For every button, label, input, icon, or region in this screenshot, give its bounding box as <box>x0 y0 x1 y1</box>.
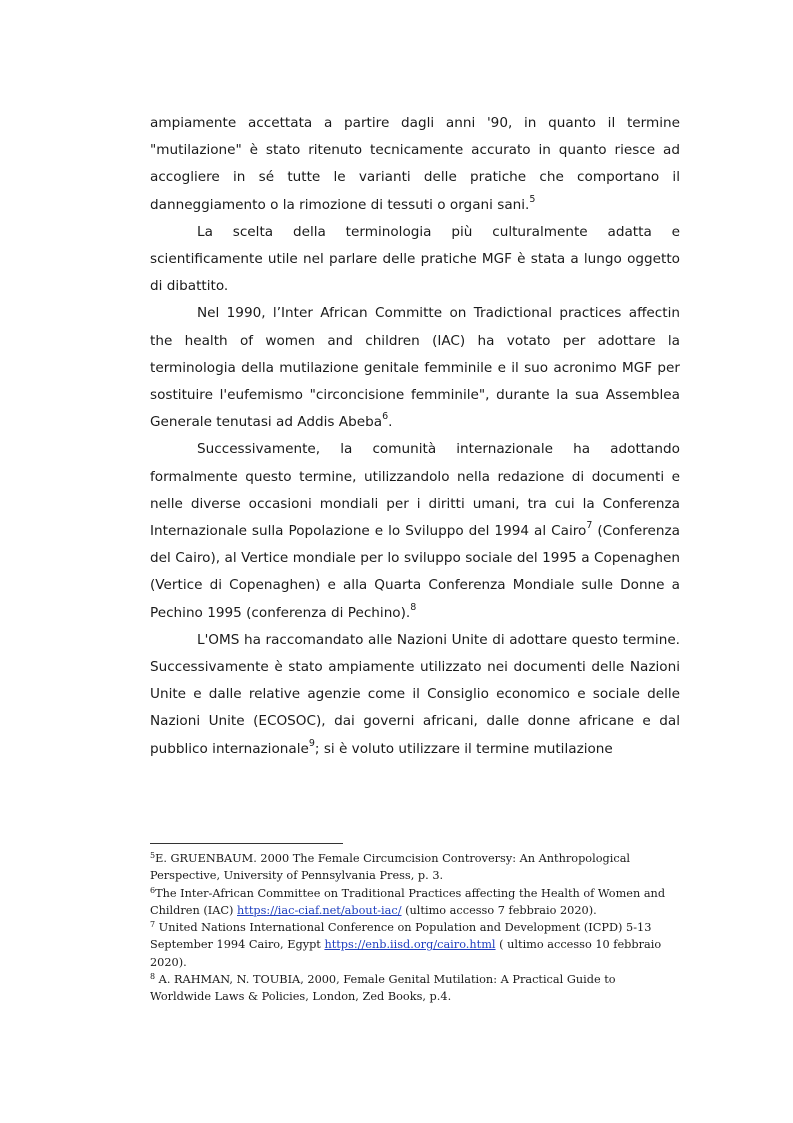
paragraph-tail: . <box>388 414 393 431</box>
paragraph-text-continued: (Conferenza del Cairo), al Vertice mondiale per lo sviluppo sociale del 1995 a Copenaghen (Vertice di Copenaghen) e alla Quarta Conferenza Mondiale sulle Donne a Pechino 1995 (conferenza di Pechino). <box>150 523 680 621</box>
footnote-ref-5[interactable]: 5 <box>529 193 536 205</box>
paragraph-1 <box>150 110 680 219</box>
footnote-text: A. RAHMAN, N. TOUBIA, 2000, Female Genital Mutilation: A Practical Guide to Worldwide Laws & Policies, London, Zed Books, p.4. <box>150 973 616 1004</box>
footnote-number: 6 <box>150 885 156 895</box>
body-text <box>150 110 680 763</box>
footnotes <box>150 850 680 1006</box>
footnote-text: United Nations International Conference on Population and Development (ICPD) 5-13 September 1994 Cairo, Egypt <box>150 921 652 952</box>
footnote-separator <box>150 843 343 844</box>
footnote-text: The Inter-African Committee on Traditional Practices affecting the Health of Women and Children (IAC) <box>150 886 666 917</box>
footnote-link-iac[interactable]: https://iac-ciaf.net/about-iac/ <box>237 903 402 917</box>
paragraph-5 <box>150 627 680 763</box>
footnote-link-cairo[interactable]: https://enb.iisd.org/cairo.html <box>324 938 496 952</box>
paragraph-text: Nel 1990, l’Inter African Committe on Tradictional practices affectin the health of women and children (IAC) ha votato per adottare la terminologia della mutilazione genitale femminile e il suo acronimo MGF per sostituire l'eufemismo "circoncisione femminile", durante la sua Assemblea Generale tenutasi ad Addis Abeba <box>150 305 680 431</box>
footnote-7 <box>150 919 680 971</box>
footnote-number: 5 <box>150 851 156 860</box>
paragraph-text: La scelta della terminologia più culturalmente adatta e scientificamente utile nel parlare delle pratiche MGF è stata a lungo oggetto di dibattito. <box>150 223 680 295</box>
footnote-text: E. GRUENBAUM. 2000 The Female Circumcision Controversy: An Anthropological Perspective, University of Pennsylvania Press, p. 3. <box>150 852 631 883</box>
footnote-6 <box>150 885 680 920</box>
paragraph-2 <box>150 219 680 301</box>
footnote-ref-7[interactable]: 7 <box>586 520 593 532</box>
footnote-tail: (ultimo accesso 7 febbraio 2020). <box>401 903 597 917</box>
footnote-8 <box>150 971 680 1006</box>
paragraph-text: L'OMS ha raccomandato alle Nazioni Unite di adottare questo termine. Successivamente è stato ampiamente utilizzato nei documenti delle Nazioni Unite e dalle relative agenzie come il Consiglio economico e sociale delle Nazioni Unite (ECOSOC), dai governi africani, dalle donne africane e dal pubblico internazionale <box>150 631 680 757</box>
footnote-number: 7 <box>150 920 156 930</box>
paragraph-3 <box>150 300 680 436</box>
paragraph-text: ampiamente accettata a partire dagli anni '90, in quanto il termine "mutilazione" è stato ritenuto tecnicamente accurato in quanto riesce ad accogliere in sé tutte le varianti delle pratiche che comportano il danneggiamento o la rimozione di tessuti o organi sani. <box>150 115 680 213</box>
footnote-ref-6[interactable]: 6 <box>382 411 389 423</box>
footnote-ref-9[interactable]: 9 <box>308 737 315 749</box>
footnote-ref-8[interactable]: 8 <box>410 601 417 613</box>
footnote-number: 8 <box>150 972 156 982</box>
paragraph-text: Successivamente, la comunità internazionale ha adottando formalmente questo termine, utilizzandolo nella redazione di documenti e nelle diverse occasioni mondiali per i diritti umani, tra cui la Conferenza Internazionale sulla Popolazione e lo Sviluppo del 1994 al Cairo <box>150 441 680 540</box>
footnote-5 <box>150 850 680 885</box>
paragraph-4 <box>150 436 680 626</box>
paragraph-tail: ; si è voluto utilizzare il termine mutilazione <box>314 740 613 757</box>
footnote-tail: ( ultimo accesso 10 febbraio 2020). <box>150 938 662 969</box>
